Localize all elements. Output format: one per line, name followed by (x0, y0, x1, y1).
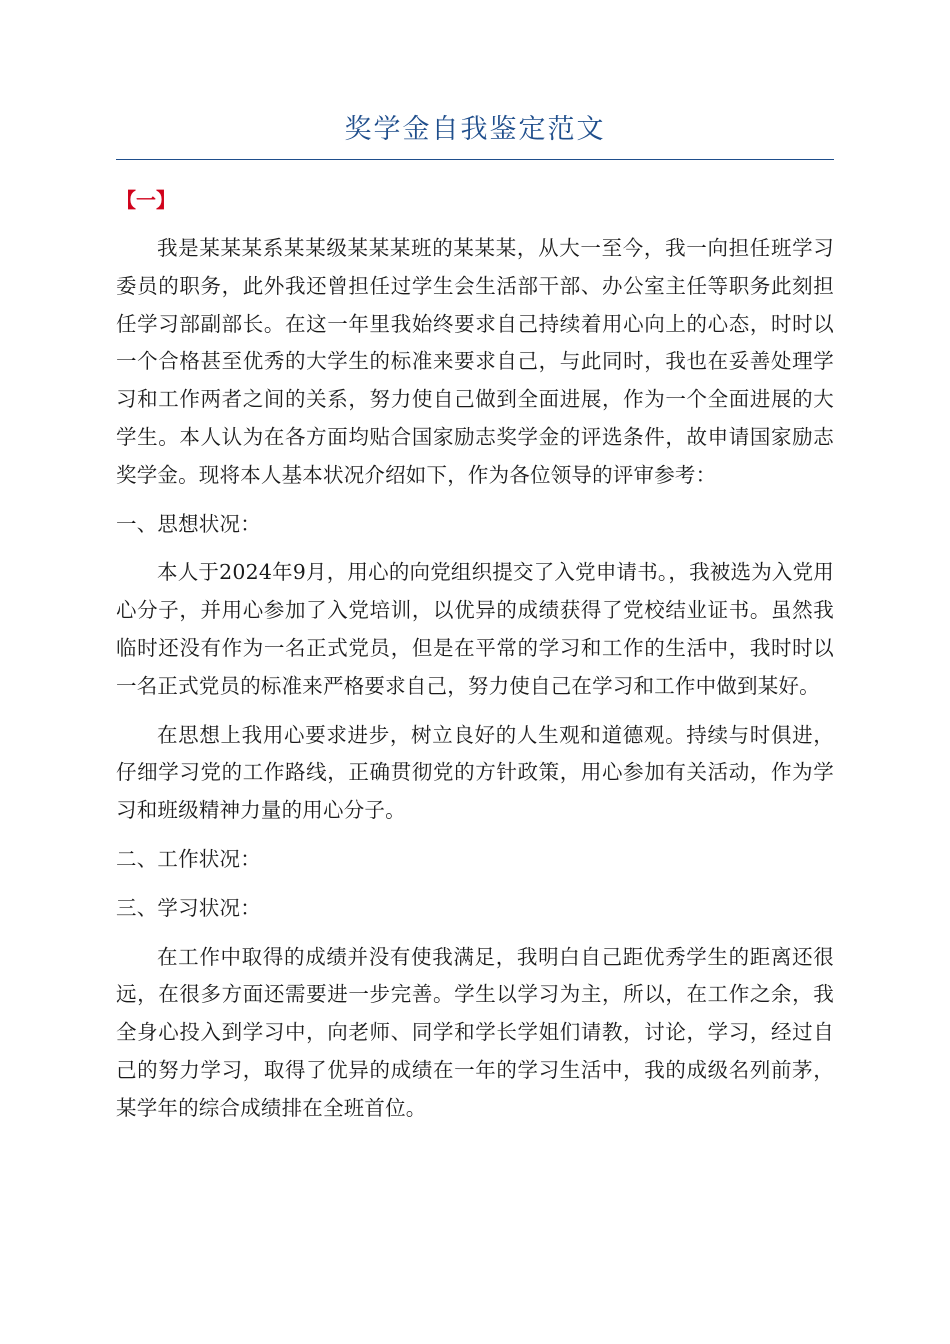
intro-paragraph: 我是某某某系某某级某某某班的某某某，从大一至今，我一向担任班学习委员的职务，此外我还曾担任过学生会生活部干部、办公室主任等职务此刻担任学习部副部长。在这一年里我始终要求自己持续着用心向上的心态，时时以一个合格甚至优秀的大学生的标准来要求自己，与此同时，我也在妥善处理学习和工作两者之间的关系，努力使自己做到全面进展，作为一个全面进展的大学生。本人认为在各方面均贴合国家励志奖学金的评选条件，故申请国家励志奖学金。现将本人基本状况介绍如下，作为各位领导的评审参考： (116, 236, 834, 487)
section-marker: 【一】 (116, 188, 176, 212)
study-paragraph: 在工作中取得的成绩并没有使我满足，我明白自己距优秀学生的距离还很远，在很多方面还需要进一步完善。学生以学习为主，所以，在工作之余，我全身心投入到学习中，向老师、同学和学长学姐们请教，讨论，学习，经过自己的努力学习，取得了优异的成绩在一年的学习生活中，我的成级名列前茅，某学年的综合成绩排在全班首位。 (116, 944, 834, 1120)
document-title: 奖学金自我鉴定范文 (344, 114, 606, 145)
thought-paragraph-2: 在思想上我用心要求进步，树立良好的人生观和道德观。持续与时俱进，仔细学习党的工作路线，正确贯彻党的方针政策，用心参加有关活动，作为学习和班级精神力量的用心分子。 (116, 722, 834, 823)
title-divider (116, 159, 834, 160)
document-page (116, 110, 834, 1139)
heading-thought: 一、思想状况： (116, 511, 261, 536)
heading-work: 二、工作状况： (116, 846, 261, 871)
heading-study: 三、学习状况： (116, 895, 261, 920)
thought-paragraph-1: 本人于2024年9月，用心的向党组织提交了入党申请书。，我被选为入党用心分子，并用心参加了入党培训，以优异的成绩获得了党校结业证书。虽然我临时还没有作为一名正式党员，但是在平常的学习和工作的生活中，我时时以一名正式党员的标准来严格要求自己，努力使自己在学习和工作中做到某好。 (116, 560, 834, 698)
